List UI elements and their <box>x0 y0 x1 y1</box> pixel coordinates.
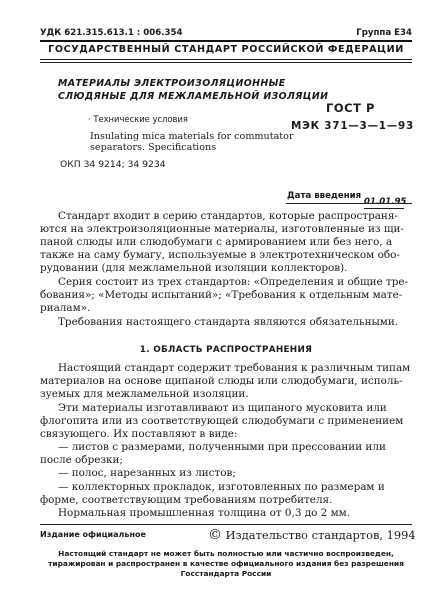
notice-line: тиражирован и распространен в качестве официального издания без разрешения <box>48 559 404 569</box>
intro-paragraph-1 <box>40 210 414 275</box>
copyright-symbol: © <box>208 527 222 543</box>
text-line: бования»; «Методы испытаний»; «Требования к отдельным мате- <box>40 289 403 302</box>
subtitle-text: Технические условия <box>93 114 188 124</box>
intro-paragraph-3 <box>40 316 414 329</box>
section-paragraph-1 <box>40 362 414 401</box>
text-line: связующего. Их поставляют в виде: <box>40 428 238 441</box>
header-rule-top <box>40 40 412 42</box>
title-line-1: МАТЕРИАЛЫ ЭЛЕКТРОИЗОЛЯЦИОННЫЕ <box>58 78 286 89</box>
text-line: Настоящий стандарт содержит требования к различным типам <box>58 362 411 374</box>
text-line: — полос, нарезанных из листов; <box>58 467 236 480</box>
text-line: рудовании (для межламельной изоляции коллекторов). <box>40 262 348 275</box>
text-line: материалов на основе щипаной слюды или слюдобумаги, исполь- <box>40 375 403 388</box>
subtitle: · Технические условия <box>88 114 188 124</box>
intro-rule <box>286 203 412 204</box>
section-paragraph-2 <box>40 402 414 520</box>
text-line: после обрезки; <box>40 454 123 467</box>
gost-label: ГОСТ Р <box>326 101 375 115</box>
intro-date-label: Дата введения <box>287 191 362 201</box>
text-line: зуемых для межламельной изоляции. <box>40 388 249 401</box>
text-line: форме, соответствующим требованиям потребителя. <box>40 493 333 506</box>
intro-paragraph-2 <box>40 276 414 315</box>
official-edition: Издание официальное <box>40 530 146 539</box>
okp-code: ОКП 34 9214; 34 9234 <box>60 159 166 170</box>
text-line: Стандарт входит в серию стандартов, которые распространя- <box>58 210 398 222</box>
reproduction-notice <box>40 549 412 580</box>
text-line: Эти материалы изготавливают из щипаного мусковита или <box>58 402 387 414</box>
text-line: риалам». <box>40 302 91 315</box>
copyright-text: Издательство стандартов, 1994 <box>225 528 416 542</box>
udk-code: УДК 621.315.613.1 : 006.354 <box>40 28 183 38</box>
copyright <box>208 527 416 543</box>
text-line: — листов с размерами, полученными при прессовании или <box>58 441 386 454</box>
header-rule-bottom <box>40 59 412 60</box>
notice-line: Настоящий стандарт не может быть полностью или частично воспроизведен, <box>58 549 394 558</box>
notice-line: Госстандарта России <box>180 569 272 579</box>
english-title-line-1: Insulating mica materials for commutator <box>90 131 294 142</box>
english-title-line-2: separators. Specifications <box>90 142 217 153</box>
text-line: Нормальная промышленная толщина от 0,3 до 2 мм. <box>58 506 351 519</box>
document-title <box>58 77 328 103</box>
intro-date-value: 01.01.95 <box>364 197 407 207</box>
header-rule-bottom-2 <box>40 62 412 63</box>
text-line: — коллекторных прокладок, изготовленных по размерам и <box>58 480 385 493</box>
text-line: ются на электроизоляционные материалы, изготовленные из щи- <box>40 223 404 236</box>
intro-date-value-box <box>364 189 407 209</box>
text-line: Требования настоящего стандарта являются обязательными. <box>58 316 399 328</box>
standard-title: ГОСУДАРСТВЕННЫЙ СТАНДАРТ РОССИЙСКОЙ ФЕДЕРАЦИИ <box>48 44 404 55</box>
text-line: паной слюды или слюдобумаги с армированием или без него, а <box>40 236 393 249</box>
text-line: Серия состоит из трех стандартов: «Определения и общие тре- <box>58 276 409 288</box>
text-line: также на саму бумагу, используемые в электротехническом обо- <box>40 249 400 262</box>
section-heading: 1. ОБЛАСТЬ РАСПРОСТРАНЕНИЯ <box>139 345 313 355</box>
title-line-2: СЛЮДЯНЫЕ ДЛЯ МЕЖЛАМЕЛЬНОЙ ИЗОЛЯЦИИ <box>58 91 329 102</box>
gost-number: МЭК 371—3—1—93 <box>291 120 415 132</box>
group-code: Группа Е34 <box>356 28 412 38</box>
english-title <box>90 131 294 153</box>
footer-rule <box>40 524 412 525</box>
text-line: флогопита или из соответствующей слюдобумаги с применением <box>40 415 404 428</box>
